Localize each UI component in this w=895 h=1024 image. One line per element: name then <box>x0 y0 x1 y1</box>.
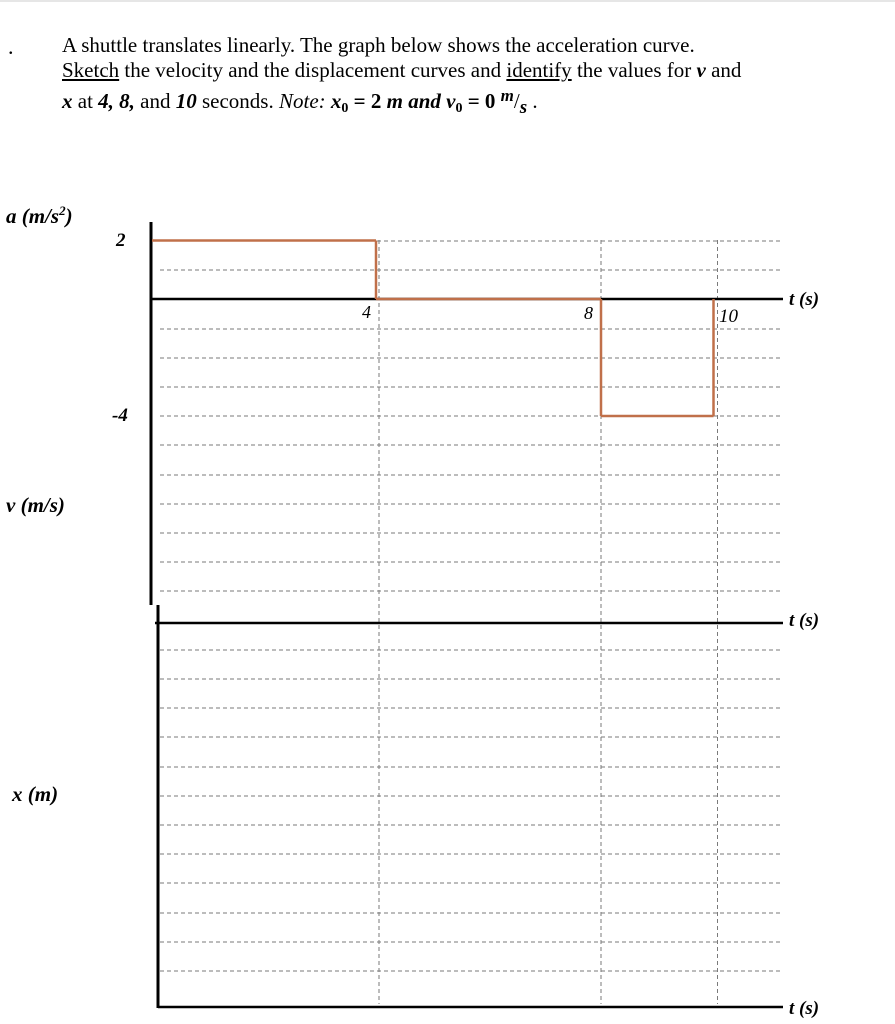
acceleration-axis-label: a $(m/s^2)$ <box>6 203 73 228</box>
x-tick-label-8: 8 <box>584 303 593 323</box>
time-axis-label-position: t (s) <box>789 998 820 1019</box>
time-axis-label-accel: t (s) <box>789 289 820 310</box>
x-tick-label-10: 10 <box>719 306 738 327</box>
problem-line-1: A shuttle translates linearly. The graph below shows the acceleration curve. <box>62 33 695 57</box>
list-bullet: . <box>8 34 14 59</box>
tick-labels <box>112 230 739 426</box>
axes <box>151 222 783 1008</box>
position-axis-label: x (m) <box>12 782 59 806</box>
y-tick-label-neg4: -4 <box>112 405 128 426</box>
problem-line-2: Sketch the velocity and the displacement curves and identify the values for v and <box>62 58 742 82</box>
y-tick-label-2: 2 <box>116 230 126 251</box>
time-axis-label-velocity: t (s) <box>789 610 820 631</box>
x-tick-label-4: 4 <box>362 302 371 322</box>
problem-line-3: x at 4, 8, and 10 seconds. Note: $x_0 = 2$ m and $v_0 = 0$ $^m$/s . <box>62 86 538 118</box>
velocity-axis-label: v (m/s) <box>6 493 65 517</box>
acceleration-curve <box>152 241 714 417</box>
